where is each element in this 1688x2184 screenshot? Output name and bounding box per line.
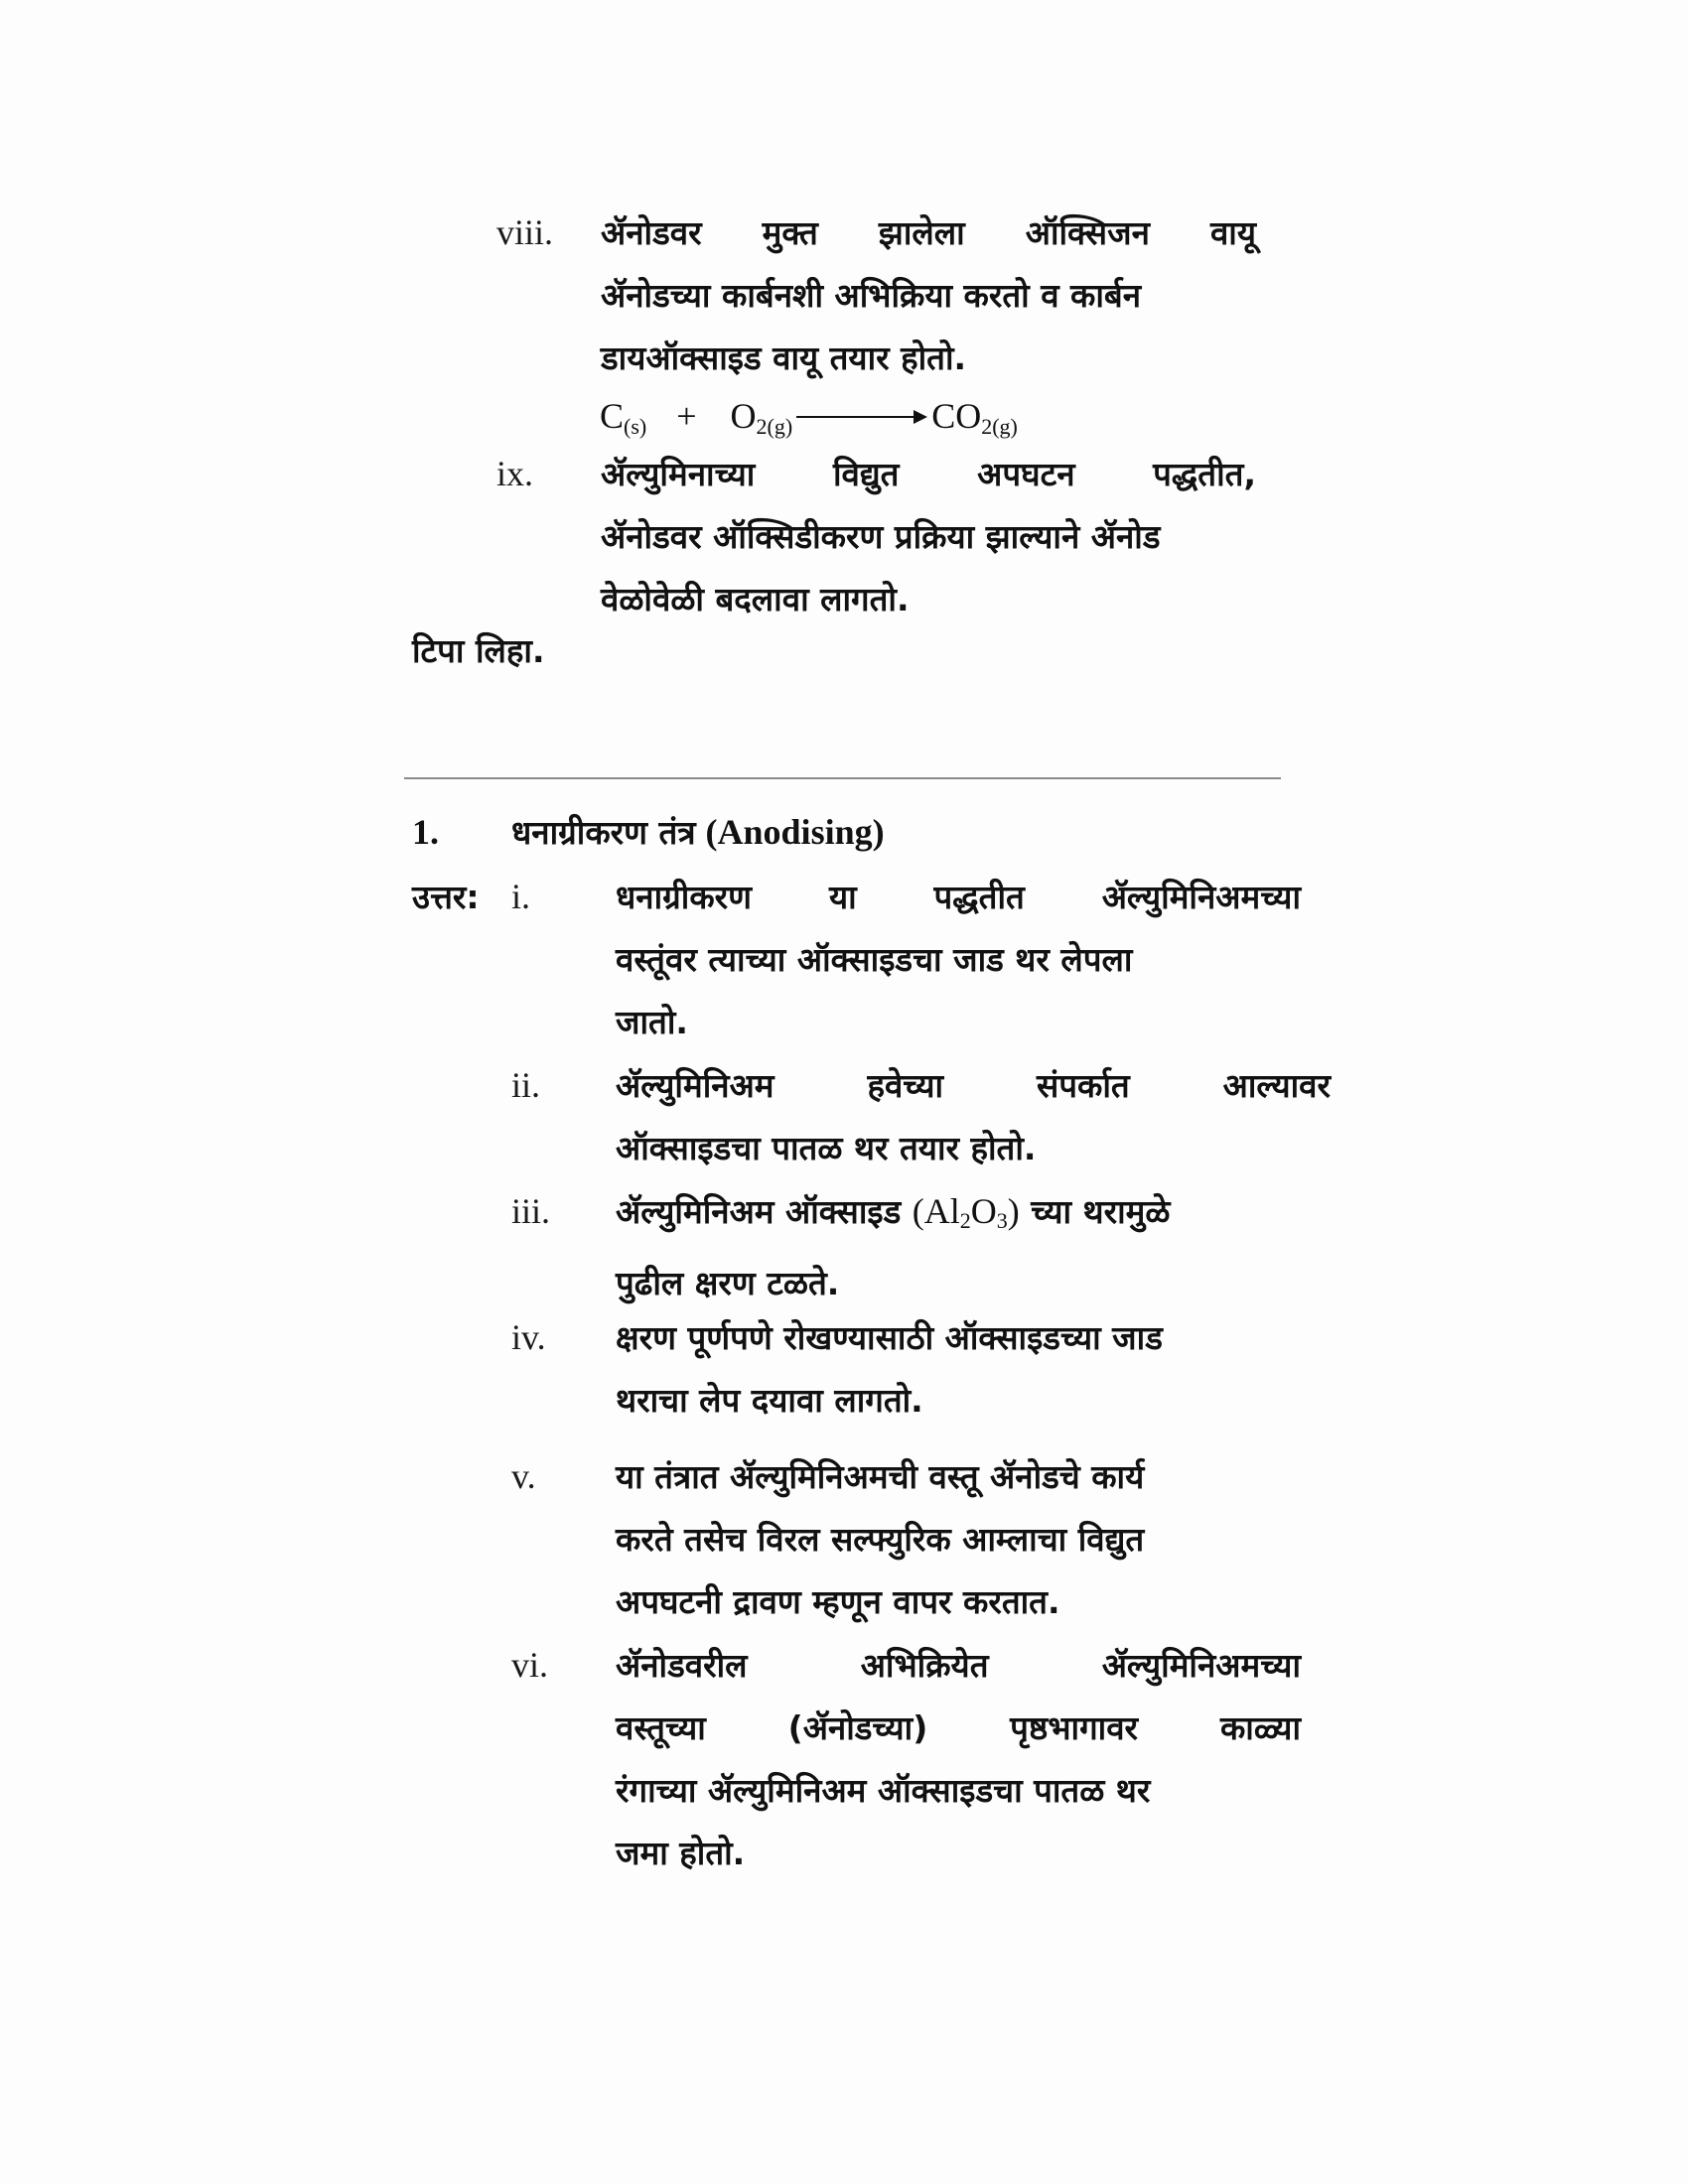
word: या	[828, 878, 857, 916]
word: काळ्या	[1219, 1708, 1301, 1747]
text-line: अपघटनी द्रावण म्हणून वापर करतात.	[616, 1582, 1060, 1621]
chemical-equation	[600, 395, 1018, 440]
point-text	[616, 1634, 1301, 1884]
word: ॲल्युमिनिअम	[616, 1066, 774, 1105]
state-subscript: (s)	[624, 414, 647, 439]
text-line: वेळोवेळी बदलावा लागतो.	[601, 580, 910, 618]
word: ॲनोडवर	[601, 213, 702, 252]
horizontal-rule	[404, 777, 1281, 779]
symbol: C	[600, 396, 625, 436]
answer-label: उत्तर:	[412, 878, 480, 916]
symbol: CO	[931, 396, 982, 436]
item-number: ix.	[496, 454, 534, 493]
text-line	[601, 443, 1256, 505]
word: धनाग्रीकरण	[616, 878, 753, 916]
point-text	[616, 1445, 1301, 1633]
text-line: ऑक्साइडचा पातळ थर तयार होतो.	[616, 1129, 1037, 1167]
symbol: (Al	[912, 1191, 960, 1231]
word: वायू	[1209, 213, 1256, 252]
instruction-heading: टिपा लिहा.	[412, 631, 545, 670]
word: झालेला	[878, 213, 965, 252]
word: अपघटन	[977, 455, 1075, 493]
text-line: क्षरण पूर्णपणे रोखण्यासाठी ऑक्साइडच्या जाड	[616, 1318, 1163, 1357]
word: पद्धतीत,	[1153, 455, 1256, 493]
answer-point-vi	[511, 1634, 1301, 1884]
word: (ॲनोडच्या)	[787, 1708, 928, 1747]
symbol: )	[1007, 1191, 1020, 1231]
point-number: iii.	[511, 1191, 551, 1231]
word: ॲल्युमिनिअमच्या	[1101, 1646, 1301, 1685]
word: हवेच्या	[867, 1066, 944, 1105]
point-text	[616, 1054, 1331, 1179]
point-number: ii.	[511, 1065, 541, 1105]
question-title-english: (Anodising)	[705, 812, 885, 852]
plus-sign: +	[676, 396, 697, 436]
word: मुक्त	[762, 213, 818, 252]
word: अभिक्रियेत	[860, 1646, 989, 1685]
text-line: ॲनोडवर ऑक्सिडीकरण प्रक्रिया झाल्याने ॲनोड	[601, 517, 1161, 556]
question-number: 1.	[412, 812, 439, 852]
text-line	[616, 1180, 1301, 1252]
symbol: O	[970, 1191, 997, 1231]
question-heading	[412, 809, 885, 854]
text-line: वस्तूंवर त्याच्या ऑक्साइडचा जाड थर लेपला	[616, 940, 1133, 979]
word: ऑक्सिजन	[1025, 213, 1150, 252]
text-line: करते तसेच विरल सल्फ्युरिक आम्लाचा विद्युत	[616, 1520, 1145, 1559]
question-title-marathi: धनाग्रीकरण तंत्र	[511, 813, 696, 852]
answer-point-ii	[511, 1054, 1331, 1179]
point-text	[616, 1306, 1301, 1432]
point-number: iv.	[511, 1317, 546, 1357]
word: ॲनोडवरील	[616, 1646, 748, 1685]
text-line: ॲनोडच्या कार्बनशी अभिक्रिया करतो व कार्बन	[601, 276, 1142, 315]
text-line	[616, 1054, 1331, 1117]
text-line	[601, 202, 1256, 264]
text-fragment: च्या थरामुळे	[1031, 1192, 1171, 1231]
answer-point-v	[511, 1445, 1301, 1633]
text-line: डायऑक्साइड वायू तयार होतो.	[601, 339, 967, 377]
point-text	[616, 866, 1301, 1053]
point-number: vi.	[511, 1645, 549, 1685]
word: संपर्कात	[1036, 1066, 1130, 1105]
text-line: रंगाच्या ॲल्युमिनिअम ऑक्साइडचा पातळ थर	[616, 1771, 1151, 1810]
answer-point-i	[511, 866, 1301, 1053]
reactant-oxygen	[731, 395, 793, 440]
word: विद्युत	[832, 455, 900, 493]
text-line: या तंत्रात ॲल्युमिनिअमची वस्तू ॲनोडचे कार्य	[616, 1457, 1145, 1496]
answer-point-iv	[511, 1306, 1301, 1432]
text-line	[616, 866, 1301, 928]
item-text	[601, 202, 1256, 389]
list-item-viii	[496, 202, 1256, 389]
answer-point-iii	[511, 1180, 1301, 1314]
state-subscript: 2(g)	[981, 414, 1018, 439]
text-line	[616, 1634, 1301, 1697]
reactant-carbon	[600, 395, 646, 440]
item-number: viii.	[496, 212, 554, 252]
text-fragment: ॲल्युमिनिअम ऑक्साइड	[616, 1192, 902, 1231]
text-line	[616, 1697, 1301, 1759]
point-text	[616, 1180, 1301, 1314]
symbol: O	[730, 396, 757, 436]
word: आल्यावर	[1222, 1066, 1331, 1105]
product-co2	[931, 395, 1018, 440]
subscript: 3	[996, 1208, 1008, 1233]
point-number: v.	[511, 1456, 536, 1496]
word: ॲल्युमिनिअमच्या	[1101, 878, 1301, 916]
word: पृष्ठभागावर	[1010, 1708, 1139, 1747]
chemical-formula-al2o3	[913, 1191, 1020, 1231]
word: ॲल्युमिनाच्या	[601, 455, 756, 493]
word: पद्धतीत	[933, 878, 1025, 916]
list-item-ix	[496, 443, 1256, 630]
text-line: जातो.	[616, 1003, 688, 1041]
reaction-arrow-icon	[796, 416, 925, 418]
state-subscript: 2(g)	[756, 414, 793, 439]
text-line: पुढील क्षरण टळते.	[616, 1264, 840, 1302]
subscript: 2	[959, 1208, 971, 1233]
point-number: i.	[511, 877, 531, 916]
text-line: थराचा लेप दयावा लागतो.	[616, 1381, 923, 1420]
item-text	[601, 443, 1256, 630]
word: वस्तूच्या	[616, 1708, 706, 1747]
text-line: जमा होतो.	[616, 1834, 746, 1872]
